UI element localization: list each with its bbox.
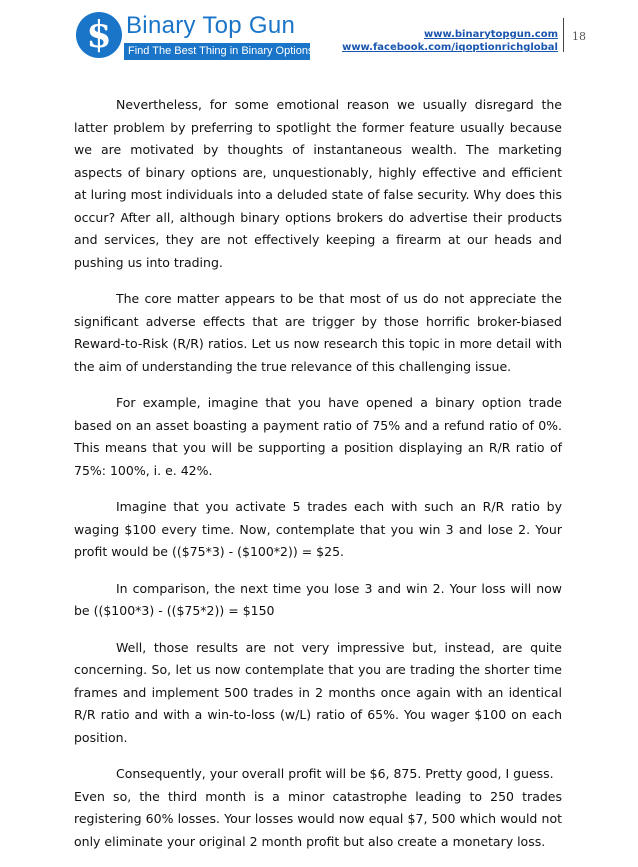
- dollar-coin-icon: $: [76, 12, 122, 58]
- page-number: 18: [572, 30, 586, 43]
- paragraph: Well, those results are not very impressive but, instead, are quite concerning. So, let us now contemplate that you are trading the shorter time frames and implement 500 trades in 2 months once again with an identical R/R ratio and with a win-to-loss (w/L) ratio of 65%. You wager $100 on each position.: [74, 639, 562, 745]
- paragraph: Consequently, your overall profit will be $6, 875. Pretty good, I guess.: [116, 766, 554, 781]
- paragraph: The core matter appears to be that most of us do not appreciate the significant adverse effects that are trigger by those horrific broker-biased Reward-to-Risk (R/R) ratios. Let us now research this topic in more detail with the aim of understanding the true relevance of this challenging issue.: [74, 291, 562, 374]
- paragraph: In comparison, the next time you lose 3 and win 2. Your loss will now be (($100*3) - (($75*2)) = $150: [74, 580, 562, 618]
- paragraph: Nevertheless, for some emotional reason we usually disregard the latter problem by preferring to spotlight the former feature usually because we are motivated by thoughts of instantaneous wealth. The marketing aspects of binary options are, unquestionably, highly effective and efficient at luring most individuals into a deluded state of false security. Why does this occur? After all, although binary options brokers do advertise their products and services, they are not effectively keeping a firearm at our heads and pushing us into trading.: [74, 97, 562, 270]
- header-links: [342, 28, 558, 54]
- paragraph: Even so, the third month is a minor catastrophe leading to 250 trades registering 60% losses. Your losses would now equal $7, 500 which would not only eliminate your original 2 month profit but also create a monetary loss.: [74, 788, 562, 849]
- logo-title: Binary Top Gun: [126, 12, 296, 39]
- body-text: [74, 94, 562, 867]
- header-divider: [563, 18, 564, 52]
- paragraph: Imagine that you activate 5 trades each with such an R/R ratio by waging $100 every time. Now, contemplate that you win 3 and lose 2. Your profit would be (($75*3) - ($100*2)) = $25.: [74, 499, 562, 559]
- logo-tagline: Find The Best Thing in Binary Options: [124, 43, 310, 60]
- brand-logo: [74, 10, 314, 62]
- paragraph: For example, imagine that you have opened a binary option trade based on an asset boasting a payment ratio of 75% and a refund ratio of 0%. This means that you will be supporting a position displaying an R/R ratio of 75%: 100%, i. e. 42%.: [74, 395, 562, 478]
- facebook-link[interactable]: www.facebook.com/iqoptionrichglobal: [342, 42, 558, 53]
- website-link[interactable]: www.binarytopgun.com: [424, 29, 558, 40]
